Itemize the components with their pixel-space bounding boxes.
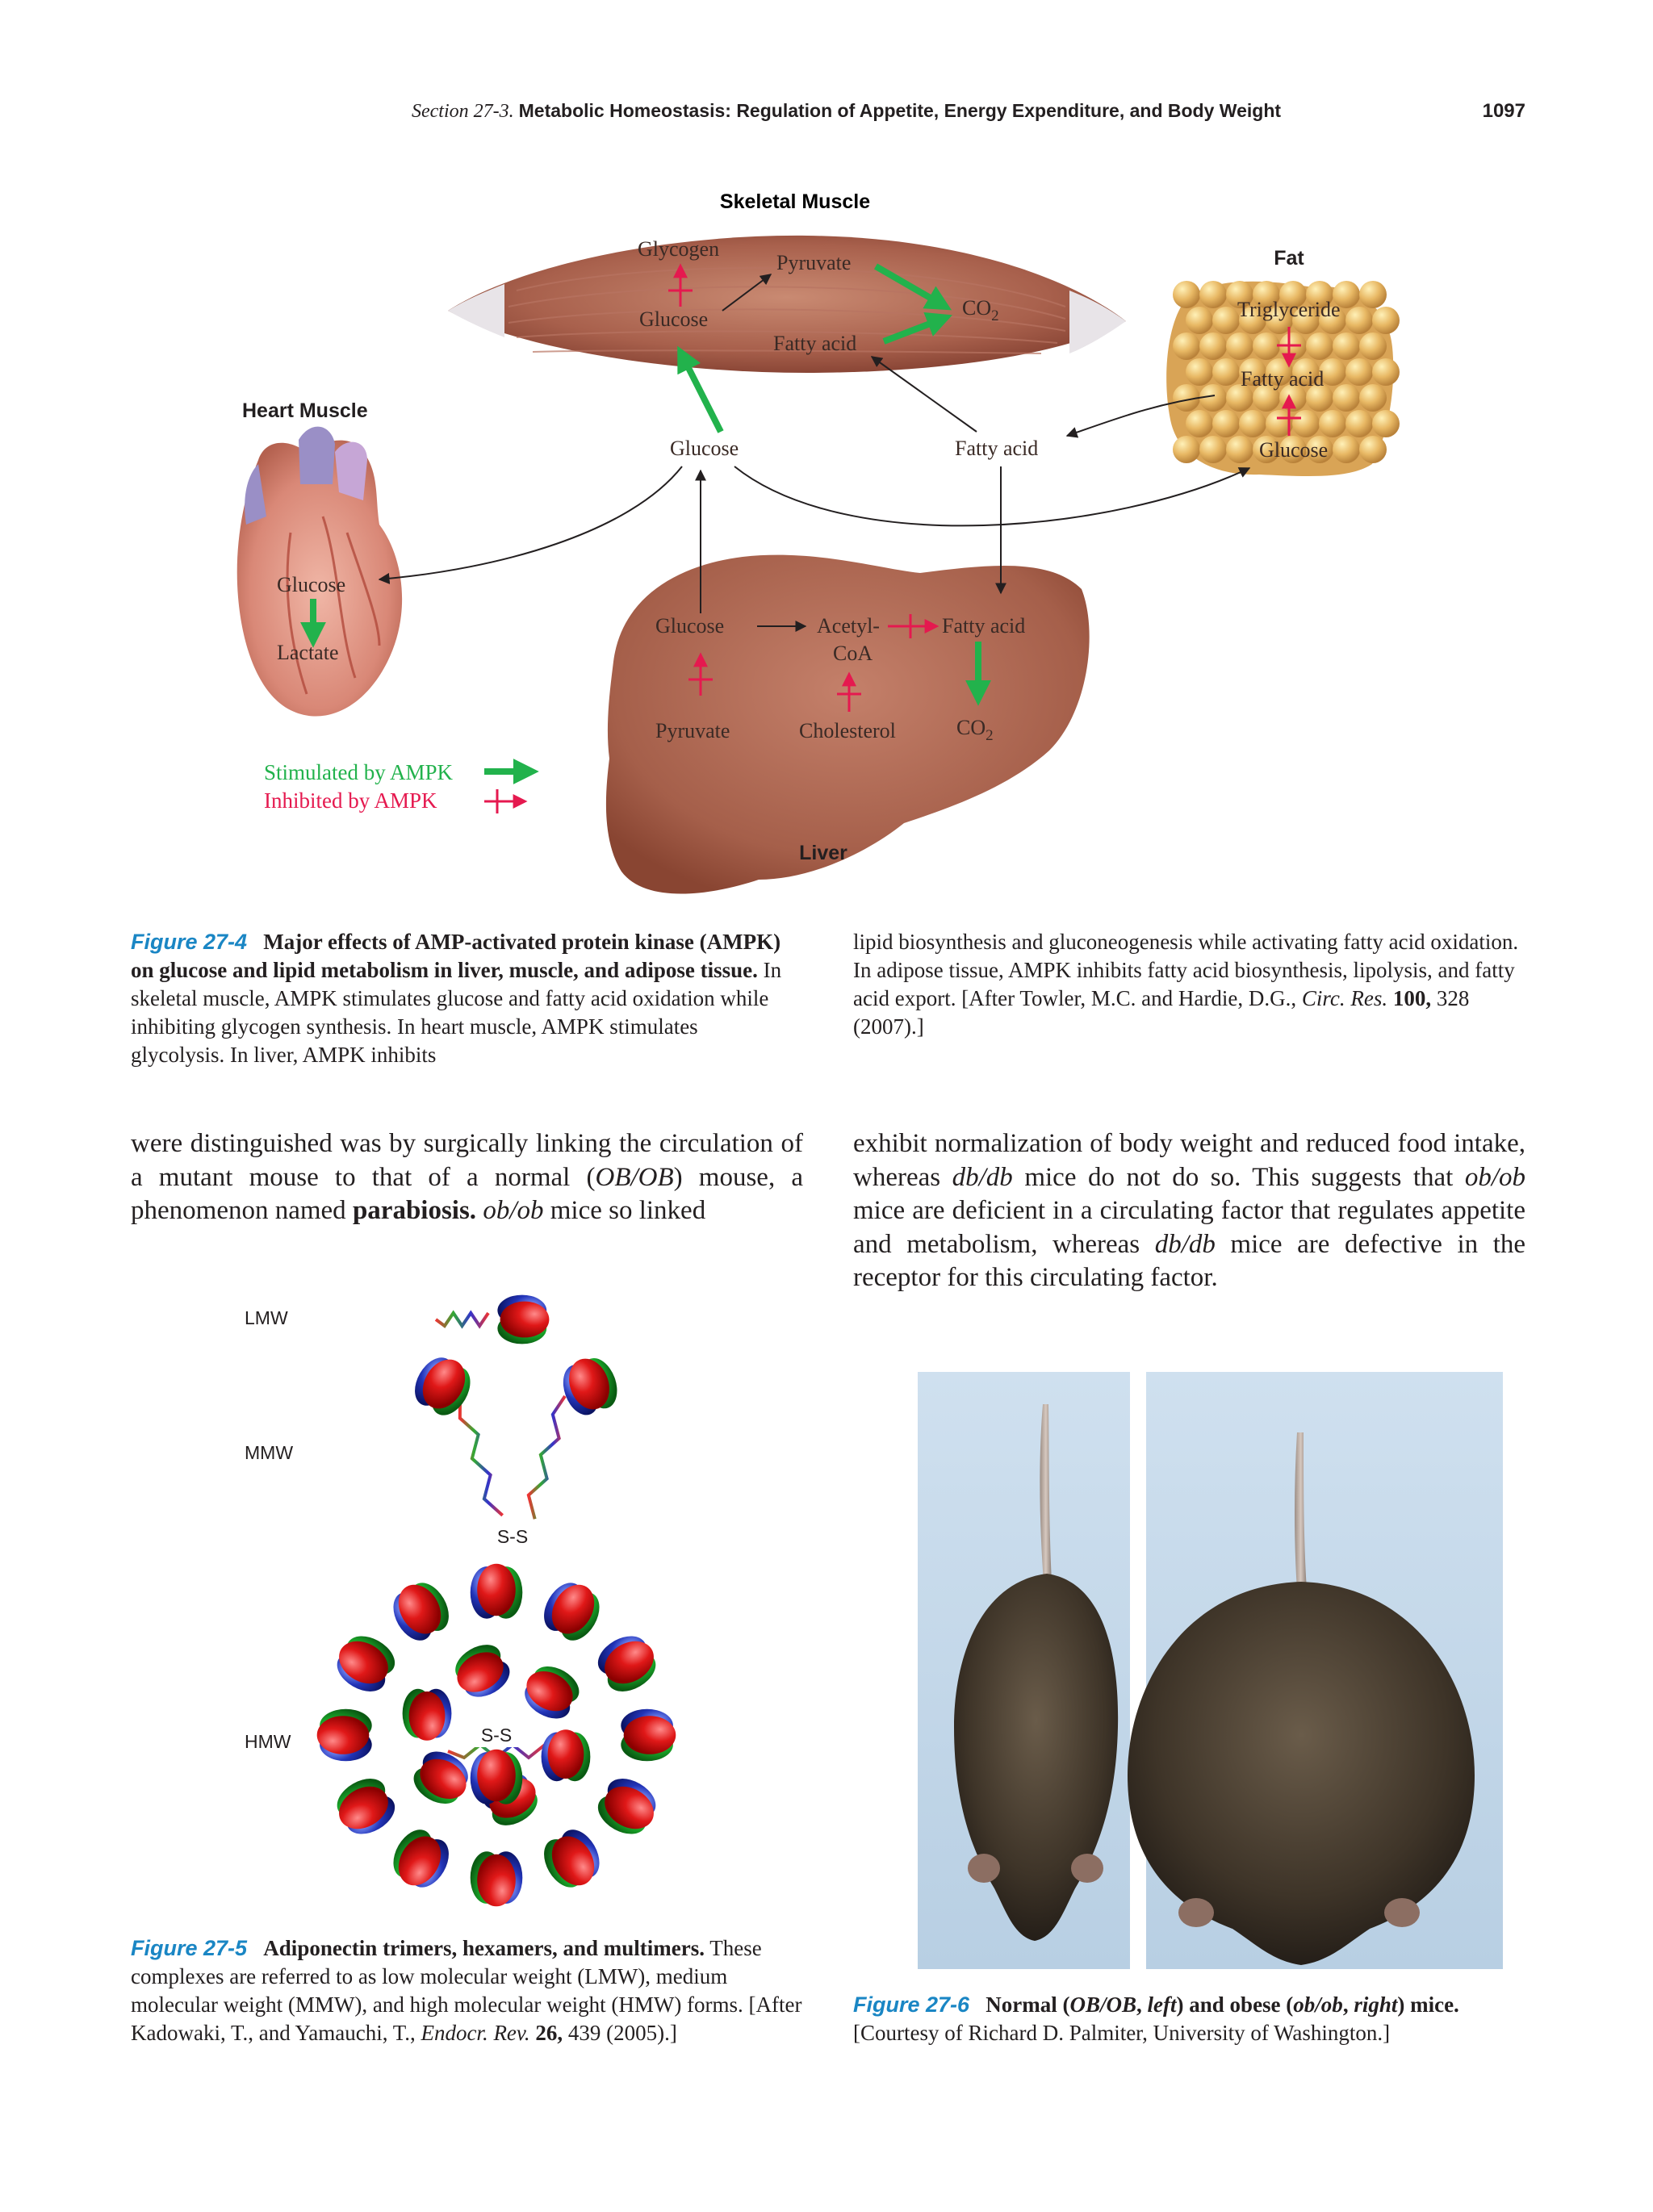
figure-27-5-title: Adiponectin trimers, hexamers, and multimers. bbox=[263, 1936, 705, 1960]
adiponectin-trimer bbox=[516, 1658, 585, 1726]
heart-glucose: Glucose bbox=[277, 573, 346, 596]
collagen-helix bbox=[529, 1396, 565, 1519]
legend-stimulated: Stimulated by AMPK bbox=[264, 760, 454, 784]
fat-globule bbox=[1239, 410, 1266, 437]
adiponectin-trimer bbox=[591, 1771, 664, 1843]
fat-globule bbox=[1359, 384, 1387, 412]
header-section: Section 27-3. bbox=[412, 101, 514, 122]
figure-27-4-diagram bbox=[0, 0, 1653, 912]
fat-globule bbox=[1186, 307, 1213, 334]
adiponectin-trimer bbox=[536, 1823, 609, 1896]
liver-coa: CoA bbox=[833, 642, 873, 665]
fat-globule bbox=[1359, 281, 1387, 308]
fat-globule bbox=[1333, 436, 1360, 463]
figure-27-4-title: Major effects of AMP-activated protein kinase (AMPK) on glucose and lipid metabolism in liver, muscle, and adipose tissue. bbox=[131, 930, 781, 982]
body-left-1: were distinguished was by surgically linking the circulation of a mutant mouse to that of a normal ( bbox=[131, 1129, 803, 1192]
body-left-term: parabiosis. bbox=[352, 1196, 477, 1225]
body-left-ob2: ob/ob bbox=[483, 1196, 544, 1225]
adiponectin-trimer bbox=[328, 1771, 401, 1843]
figure-27-6-t10: mice. bbox=[1410, 1992, 1459, 2017]
figure-27-6-label: Figure 27-6 bbox=[853, 1992, 970, 2017]
adiponectin-trimer bbox=[384, 1574, 457, 1647]
fat-globule bbox=[1186, 358, 1213, 386]
figure-27-6-t2: OB/OB bbox=[1069, 1992, 1137, 2017]
arrow-glucose-heart bbox=[379, 466, 682, 579]
muscle-glucose: Glucose bbox=[639, 307, 709, 331]
fat-fatty-acid: Fatty acid bbox=[1241, 367, 1324, 391]
figure-27-5-rest: 439 (2005).] bbox=[567, 2021, 677, 2045]
figure-27-5-text: These complexes are referred to as low molecular weight (LMW), medium molecular weight (MMW), and high molecular weight (HMW) forms. [After Kadowaki, T., and Yamauchi, T., bbox=[131, 1936, 802, 2045]
adiponectin-trimer bbox=[471, 1851, 523, 1906]
fat-triglyceride: Triglyceride bbox=[1237, 298, 1341, 321]
fat-globule bbox=[1212, 410, 1240, 437]
arrow-fattyacid-muscle bbox=[872, 357, 977, 432]
figure-27-4-caption-right bbox=[853, 928, 1523, 1041]
page-number: 1097 bbox=[1482, 100, 1525, 122]
adiponectin-trimer bbox=[621, 1709, 676, 1762]
fat-globule bbox=[1319, 410, 1346, 437]
body-text-right bbox=[853, 1127, 1525, 1295]
fat-globule bbox=[1226, 436, 1253, 463]
body-left-ob: OB/OB bbox=[595, 1162, 674, 1192]
figure-27-4-label: Figure 27-4 bbox=[131, 930, 248, 954]
fat-globule bbox=[1372, 410, 1400, 437]
figure-27-6-t4: left bbox=[1147, 1992, 1177, 2017]
liver-cholesterol: Cholesterol bbox=[799, 719, 896, 742]
adiponectin-trimer bbox=[317, 1709, 372, 1762]
figure-27-5-molecules bbox=[291, 1275, 710, 1921]
body-right-1: exhibit normalization of body weight and reduced food intake, whereas bbox=[853, 1129, 1525, 1192]
fat-globule bbox=[1345, 307, 1373, 334]
muscle-pyruvate: Pyruvate bbox=[776, 251, 852, 274]
fat-globule bbox=[1199, 332, 1227, 360]
header-title: Metabolic Homeostasis: Regulation of Appetite, Energy Expenditure, and Body Weight bbox=[518, 100, 1282, 121]
fat-globule bbox=[1333, 332, 1360, 360]
heart-illustration bbox=[237, 427, 402, 717]
muscle-co2: $CO_2$ bbox=[962, 296, 999, 324]
fat-globule bbox=[1186, 410, 1213, 437]
figure-27-5-label: Figure 27-5 bbox=[131, 1936, 248, 1960]
body-left-4: mice so linked bbox=[543, 1196, 706, 1225]
figure-27-6-t8: right bbox=[1354, 1992, 1398, 2017]
adiponectin-trimer bbox=[497, 1295, 549, 1344]
label-fat: Fat bbox=[1274, 247, 1304, 270]
figure-27-4-text2: lipid biosynthesis and gluconeogenesis while activating fatty acid oxidation. In adipose tissue, AMPK inhibits fatty acid biosynthesis, lipolysis, and fatty acid export. [After Towler, M.C. and Hardie, D.G., bbox=[853, 930, 1519, 1010]
fat-globule bbox=[1306, 332, 1333, 360]
blood-fatty-acid: Fatty acid bbox=[955, 437, 1039, 460]
figure-27-5-volume: 26, bbox=[535, 2021, 563, 2045]
body-right-db2: db/db bbox=[1154, 1229, 1216, 1259]
figure-27-6-t7: , bbox=[1342, 1992, 1354, 2017]
figure-27-6-t3: , bbox=[1136, 1992, 1148, 2017]
figure-27-6-t9: ) bbox=[1397, 1992, 1405, 2017]
figure-27-5-caption bbox=[131, 1934, 805, 2047]
label-skeletal-muscle: Skeletal Muscle bbox=[719, 190, 871, 213]
figure-27-5-journal: Endocr. Rev. bbox=[421, 2021, 530, 2045]
adiponectin-complexes bbox=[317, 1295, 676, 1907]
figure-27-6-photo bbox=[918, 1372, 1503, 1969]
body-text-left bbox=[131, 1127, 803, 1228]
collagen-helix bbox=[436, 1313, 488, 1326]
figure-27-4-rest: 328 (2007).] bbox=[853, 986, 1470, 1039]
fat-globule bbox=[1212, 358, 1240, 386]
label-heart-muscle: Heart Muscle bbox=[242, 399, 368, 422]
adiponectin-trimer bbox=[536, 1574, 609, 1647]
fat-glucose: Glucose bbox=[1259, 438, 1329, 462]
label-liver: Liver bbox=[799, 842, 847, 864]
adiponectin-trimer bbox=[591, 1627, 664, 1700]
adiponectin-trimer bbox=[447, 1637, 517, 1706]
figure-27-4-caption-left bbox=[131, 928, 797, 1069]
adiponectin-trimer bbox=[542, 1729, 591, 1781]
label-hmw: HMW bbox=[245, 1731, 291, 1752]
collagen-helix bbox=[460, 1396, 503, 1516]
liver-fatty-acid: Fatty acid bbox=[942, 614, 1026, 638]
fat-globule bbox=[1173, 332, 1200, 360]
figure-27-6-t5: ) and obese ( bbox=[1176, 1992, 1294, 2017]
liver-glucose: Glucose bbox=[655, 614, 725, 638]
fat-globule bbox=[1345, 358, 1373, 386]
figure-27-4-volume: 100, bbox=[1392, 986, 1432, 1010]
adiponectin-trimer bbox=[471, 1750, 523, 1804]
liver-co2: $CO_2$ bbox=[956, 716, 994, 744]
fat-globule bbox=[1173, 281, 1200, 308]
adiponectin-trimer bbox=[407, 1349, 479, 1422]
label-lmw: LMW bbox=[245, 1307, 288, 1328]
fat-globule bbox=[1199, 436, 1227, 463]
adiponectin-trimer bbox=[556, 1351, 624, 1420]
muscle-glycogen: Glycogen bbox=[638, 237, 720, 261]
fat-globule bbox=[1226, 332, 1253, 360]
figure-27-4-text1: In skeletal muscle, AMPK stimulates glucose and fatty acid oxidation while inhibiting glycogen synthesis. In heart muscle, AMPK stimulates glycolysis. In liver, AMPK inhibits bbox=[131, 958, 782, 1067]
blood-glucose: Glucose bbox=[670, 437, 739, 460]
figure-27-6-caption bbox=[853, 1991, 1523, 2047]
label-mmw: MMW bbox=[245, 1442, 294, 1463]
figure-27-6-rest: [Courtesy of Richard D. Palmiter, University of Washington.] bbox=[853, 2021, 1391, 2045]
fat-globule bbox=[1173, 436, 1200, 463]
legend-inhibited: Inhibited by AMPK bbox=[264, 788, 437, 813]
figure-27-4-journal: Circ. Res. bbox=[1301, 986, 1388, 1010]
adiponectin-trimer bbox=[403, 1689, 452, 1741]
fat-globule bbox=[1212, 307, 1240, 334]
fat-globule bbox=[1333, 384, 1360, 412]
adiponectin-trimer bbox=[328, 1627, 401, 1700]
body-left-2: ) mouse, a phenomenon named bbox=[131, 1162, 804, 1225]
figure-27-6-t1: Normal ( bbox=[986, 1992, 1070, 2017]
body-right-3: mice are deficient in a circulating factor that regulates appetite and metabolism, whereas bbox=[853, 1196, 1525, 1259]
body-right-ob: ob/ob bbox=[1464, 1162, 1525, 1192]
fat-globule bbox=[1199, 281, 1227, 308]
body-right-db: db/db bbox=[952, 1162, 1013, 1192]
fat-globule bbox=[1253, 332, 1280, 360]
body-right-4: mice are defective in the receptor for this circulating factor. bbox=[853, 1229, 1526, 1292]
fat-globule bbox=[1345, 410, 1373, 437]
arrow-glucose-fat bbox=[734, 466, 1249, 525]
adiponectin-trimer bbox=[471, 1564, 523, 1619]
figure-27-6-t6: ob/ob bbox=[1293, 1992, 1343, 2017]
fat-globule bbox=[1359, 436, 1387, 463]
adiponectin-trimer bbox=[384, 1823, 457, 1896]
liver-acetyl: Acetyl- bbox=[817, 614, 880, 638]
label-mmw-ss: S-S bbox=[496, 1526, 529, 1547]
fat-globule bbox=[1292, 410, 1320, 437]
muscle-fatty-acid: Fatty acid bbox=[773, 332, 857, 355]
fat-globule bbox=[1372, 307, 1400, 334]
liver-pyruvate: Pyruvate bbox=[655, 719, 730, 742]
body-right-2: mice do not do so. This suggests that bbox=[1012, 1162, 1465, 1192]
heart-lactate: Lactate bbox=[277, 641, 339, 664]
fat-globule bbox=[1359, 332, 1387, 360]
label-hmw-ss: S-S bbox=[480, 1725, 513, 1746]
fat-globule bbox=[1372, 358, 1400, 386]
